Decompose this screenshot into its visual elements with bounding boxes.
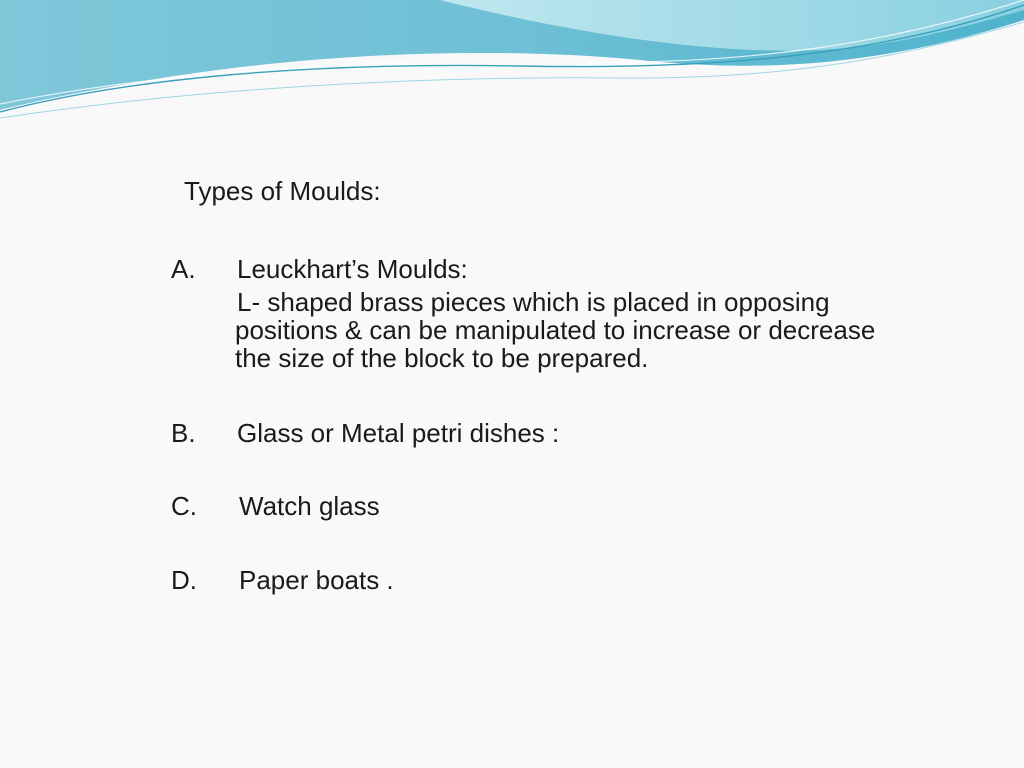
list-marker: A. bbox=[171, 254, 196, 284]
list-item-label: Glass or Metal petri dishes : bbox=[237, 418, 560, 448]
list-item-description bbox=[235, 288, 955, 372]
description-line: positions & can be manipulated to increase or decrease bbox=[235, 315, 876, 345]
list-item-label: Watch glass bbox=[239, 491, 380, 521]
header-wave-decoration bbox=[0, 0, 1024, 130]
description-line: L- shaped brass pieces which is placed in opposing bbox=[237, 287, 830, 317]
list-item-label: Leuckhart’s Moulds: bbox=[237, 254, 468, 284]
description-line: the size of the block to be prepared. bbox=[235, 343, 649, 373]
list-marker: D. bbox=[171, 565, 197, 595]
list-item-label: Paper boats . bbox=[239, 565, 394, 595]
slide-title: Types of Moulds: bbox=[184, 176, 381, 206]
list-marker: B. bbox=[171, 418, 196, 448]
list-marker: C. bbox=[171, 491, 197, 521]
